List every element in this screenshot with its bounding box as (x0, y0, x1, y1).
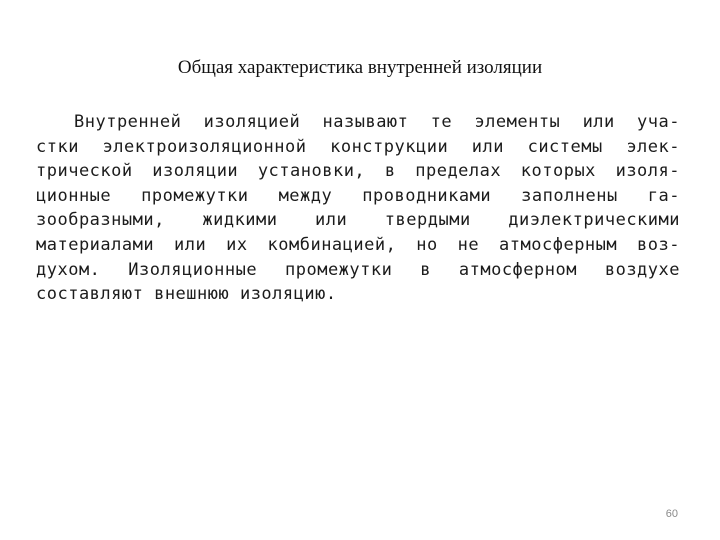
text-line: Внутренней изоляцией называют те элементы или уча- (74, 112, 680, 132)
text-line: духом. Изоляционные промежутки в атмосферном воздухе (36, 259, 680, 280)
scanned-paragraph (36, 110, 680, 307)
slide-title: Общая характеристика внутренней изоляции (177, 57, 543, 78)
page-number: 60 (665, 508, 678, 520)
text-line: трической изоляции установки, в пределах которых изоля- (36, 161, 680, 182)
text-line: материалами или их комбинацией, но не атмосферным воз- (36, 234, 680, 255)
text-line: ционные промежутки между проводниками заполнены га- (36, 185, 680, 206)
text-line: стки электроизоляционной конструкции или системы элек- (36, 136, 680, 157)
text-line: составляют внешнюю изоляцию. (36, 284, 337, 305)
text-line: зообразными, жидкими или твердыми диэлектрическими (36, 210, 680, 231)
